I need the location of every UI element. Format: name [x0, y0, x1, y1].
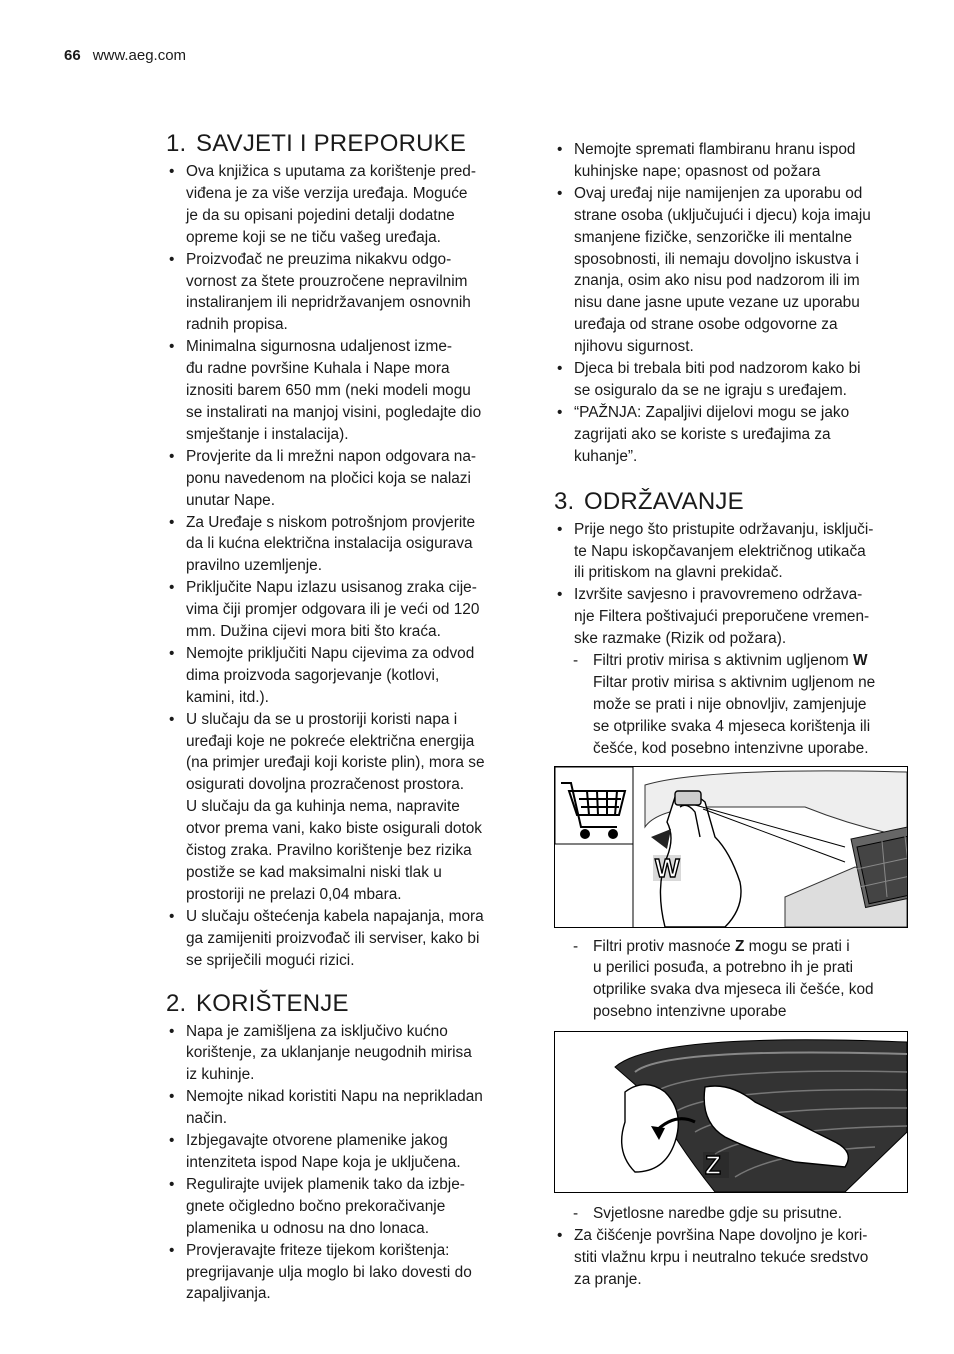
dash-item-filter-w [554, 650, 912, 760]
text-line: pravilno uzemljenje. [186, 557, 323, 575]
text-line: čistog zraka. Pravilno korištenje bez rizika [186, 842, 472, 860]
text-line: • Nemojte spremati flambiranu hranu ispod [574, 141, 856, 158]
filter-z-post: mogu se prati i [744, 937, 850, 955]
section-3-number: 3. [554, 487, 575, 515]
section-3-heading [554, 488, 912, 516]
text-line: otprilike svaka dva mjeseca ili češće, kod [593, 981, 874, 999]
page-number: 66 [64, 47, 81, 64]
text-line: se instalirati na manjoj visini, pogledajte dio [186, 403, 482, 421]
section-2-heading [166, 990, 526, 1018]
text-line: vornost za štete prouzročene nepravilnim [186, 272, 468, 290]
list-item [166, 1021, 526, 1087]
text-line: kuhanje”. [574, 447, 638, 465]
text-line: mm. Dužina cijevi mora biti što kraća. [186, 623, 441, 641]
charcoal-filter-illustration [555, 767, 907, 927]
filter-z-text [593, 957, 912, 1023]
text-line: • Izvršite savjesno i pravovremeno održava- [574, 586, 863, 604]
text-line: • U slučaju da se u prostoriji koristi napa i [186, 710, 458, 728]
list-item [554, 519, 912, 585]
list-item [166, 161, 526, 249]
text-line: posebno intenzivne uporabe [593, 1003, 787, 1021]
text-line: • Djeca bi trebala biti pod nadzorom kako bi [574, 360, 861, 378]
list-item [554, 183, 912, 358]
text-line: zagrijati ako se koriste s uređajima za [574, 425, 831, 443]
text-line: đu radne površine Kuhala i Nape mora [186, 360, 450, 378]
text-line: može se prati i nije obnovljiv, zamjenjuje [593, 695, 867, 713]
list-item [554, 402, 912, 468]
section-2-list [166, 1021, 526, 1306]
text-line: instaliranjem ili nepridržavanjem osnovnih [186, 294, 471, 312]
text-line: iz kuhinje. [186, 1066, 255, 1084]
text-line: se spriječili mogući rizici. [186, 951, 355, 969]
site-url: www.aeg.com [92, 47, 187, 64]
text-line: • Provjeravajte friteze tijekom korištenja: [186, 1241, 450, 1259]
text-line: te Napu iskopčavanjem električnog utikača [574, 542, 866, 560]
light-controls-text: Svjetlosne naredbe gdje su prisutne. [593, 1205, 842, 1223]
text-line: nje Filtera poštivajući preporučene vremen- [574, 608, 870, 626]
filter-z-line1 [593, 936, 912, 958]
page-header [64, 47, 186, 64]
text-line: se osiguralo da se ne igraju s uređajem. [574, 381, 847, 399]
text-line: zapaljivanja. [186, 1285, 271, 1303]
list-item [166, 906, 526, 972]
text-line: vima čiji promjer odgovara ili je veći od 120 [186, 601, 480, 619]
text-line: osigurati dovoljna prozračenost prostora. [186, 776, 465, 794]
filter-z-intro: Filtri protiv masnoće [593, 937, 735, 955]
text-line: radnih propisa. [186, 316, 288, 334]
text-line: • Za čišćenje površina Nape dovoljno je kori- [574, 1227, 868, 1245]
section-2-list-continued [554, 139, 912, 468]
filter-z-dash-list [554, 936, 912, 1024]
text-line: • Minimalna sigurnosna udaljenost izme- [186, 338, 453, 356]
text-line: u perilici posuđa, a potrebno ih je prati [593, 959, 854, 977]
section-3-list-end [554, 1225, 912, 1291]
text-line: način. [186, 1110, 228, 1128]
list-item [554, 584, 912, 650]
fig-label-w: W [655, 852, 680, 883]
text-line: • Provjerite da li mrežni napon odgovara na- [186, 447, 477, 465]
text-line: • Napa je zamišljena za isključivo kućno [186, 1022, 448, 1040]
text-line: sposobnosti, ili nemaju dovoljno iskustva i [574, 250, 859, 268]
list-item [554, 358, 912, 402]
text-line: • Priključite Napu izlazu usisanog zraka cije- [186, 579, 477, 597]
dash-item-lights [554, 1203, 912, 1225]
right-column [554, 139, 912, 1291]
list-item [166, 643, 526, 709]
text-line: • Izbjegavajte otvorene plamenike jakog [186, 1132, 448, 1150]
text-line: otvor prema vani, kako biste osigurali dotok [186, 820, 482, 838]
filter-w-line1 [593, 650, 912, 672]
text-line: gnete očigledno bočno prekoračivanje [186, 1197, 446, 1215]
text-line: za pranje. [574, 1270, 642, 1288]
text-line: ske razmake (Rizik od požara). [574, 630, 787, 648]
filter-z-bold: Z [734, 937, 745, 955]
list-item [166, 336, 526, 446]
section-2-number: 2. [166, 989, 187, 1017]
left-column [166, 130, 526, 1305]
text-line: • Ova knjižica s uputama za korištenje pred- [186, 163, 476, 180]
text-line: viđena je za više verzija uređaja. Moguće [186, 184, 468, 202]
text-line: plamenika u odnosu na dno lonaca. [186, 1219, 430, 1237]
list-item [166, 1240, 526, 1306]
text-line: • Za Uređaje s niskom potrošnjom provjerite [186, 513, 476, 531]
text-line: opreme koji se ne tiču vašeg uređaja. [186, 228, 441, 246]
text-line: postiže se kad maksimalni niski tlak u [186, 864, 442, 881]
text-line: uređaji koje ne pokreće električna energija [186, 732, 475, 750]
text-line: iznositi barem 650 mm (neki modeli mogu [186, 382, 471, 400]
text-line: • Ovaj uređaj nije namijenjen za uporabu od [574, 184, 863, 202]
list-item [166, 709, 526, 906]
text-line: strane osoba (uključujući i djecu) koja imaju [574, 206, 871, 224]
text-line: ponu navedenom na pločici koja se nalazi [186, 469, 471, 487]
list-item [166, 446, 526, 512]
section-1-list [166, 161, 526, 972]
text-line: smanjene fizičke, senzoričke ili mentalne [574, 228, 853, 246]
text-line: Filtar protiv mirisa s aktivnim ugljenom ne [593, 673, 876, 691]
text-line: korištenje, za uklanjanje neugodnih mirisa [186, 1044, 472, 1062]
list-item [166, 1174, 526, 1240]
list-item [554, 1225, 912, 1291]
text-line: njihovu sigurnost. [574, 338, 694, 356]
text-line: prostoriji ne prelazi 0,04 mbara. [186, 885, 402, 903]
section-1-number: 1. [166, 130, 187, 157]
section-1-heading [166, 130, 526, 158]
text-line: unutar Nape. [186, 491, 275, 509]
text-line: • Proizvođač ne preuzima nikakvu odgo- [186, 250, 452, 268]
list-item [166, 577, 526, 643]
section-1-title: SAVJETI I PREPORUKE [196, 130, 467, 157]
section-3-title: ODRŽAVANJE [584, 487, 744, 515]
text-line: • “PAŽNJA: Zapaljivi dijelovi mogu se jako [574, 403, 850, 421]
section-3-list [554, 519, 912, 650]
text-line: • Prije nego što pristupite održavanju, isključi- [574, 520, 874, 538]
text-line: smještanje i instalacija). [186, 425, 349, 443]
text-line: U slučaju da ga kuhinja nema, napravite [186, 798, 460, 816]
list-item [166, 1086, 526, 1130]
text-line: znanja, osim ako nisu pod nadzorom ili im [574, 272, 860, 290]
filter-w-text [593, 672, 912, 760]
text-line: češće, kod posebno intenzivne uporabe. [593, 739, 869, 757]
filter-w-intro: Filtri protiv mirisa s aktivnim ugljenom [593, 652, 853, 670]
text-line: stiti vlažnu krpu i neutralno tekuće sredstvo [574, 1249, 869, 1266]
text-line: nisu dane jasne upute vezane uz uporabu [574, 294, 860, 312]
list-item [554, 139, 912, 183]
filter-maintenance-text [574, 584, 912, 650]
filter-w-bold: W [853, 652, 868, 670]
light-dash-list [554, 1203, 912, 1225]
text-line: kamini, itd.). [186, 688, 269, 706]
list-item [166, 1130, 526, 1174]
grease-filter-illustration [555, 1032, 907, 1192]
text-line: ili pritiskom na glavni prekidač. [574, 564, 783, 582]
list-item [166, 512, 526, 578]
text-line: • Nemojte nikad koristiti Napu na neprikladan [186, 1088, 483, 1106]
text-line: (na primjer uređaji koji koriste plin), mora se [186, 754, 485, 772]
text-line: kuhinjske nape; opasnost od požara [574, 162, 821, 180]
text-line: je da su opisani pojedini detalji dodatne [186, 206, 455, 224]
list-item [166, 249, 526, 337]
text-line: uređaja od strane osobe odgovorne za [574, 316, 838, 334]
text-line: da li kućna električna instalacija osigurava [186, 535, 473, 553]
filter-w-dash-list [554, 650, 912, 760]
dash-item-filter-z [554, 936, 912, 1024]
text-line: pregrijavanje ulja moglo bi lako dovesti do [186, 1263, 472, 1281]
text-line: • U slučaju oštećenja kabela napajanja, mora [186, 907, 484, 925]
text-line: se otprilike svaka 4 mjeseca korištenja ili [593, 717, 871, 735]
arrow-icon [651, 829, 671, 849]
text-line: • Nemojte priključiti Napu cijevima za odvod [186, 644, 475, 662]
figure-charcoal-filter [554, 766, 908, 928]
text-line: dima proizvoda sagorjevanje (kotlovi, [186, 666, 440, 684]
figure-grease-filter [554, 1031, 908, 1193]
fig-label-z: Z [705, 1150, 721, 1181]
text-line: ga zamijeniti proizvođač ili serviser, kako bi [186, 929, 480, 947]
section-2-title: KORIŠTENJE [196, 989, 349, 1017]
text-line: intenziteta ispod Nape koja je uključena. [186, 1153, 461, 1171]
text-line: • Regulirajte uvijek plamenik tako da izbje- [186, 1175, 465, 1193]
